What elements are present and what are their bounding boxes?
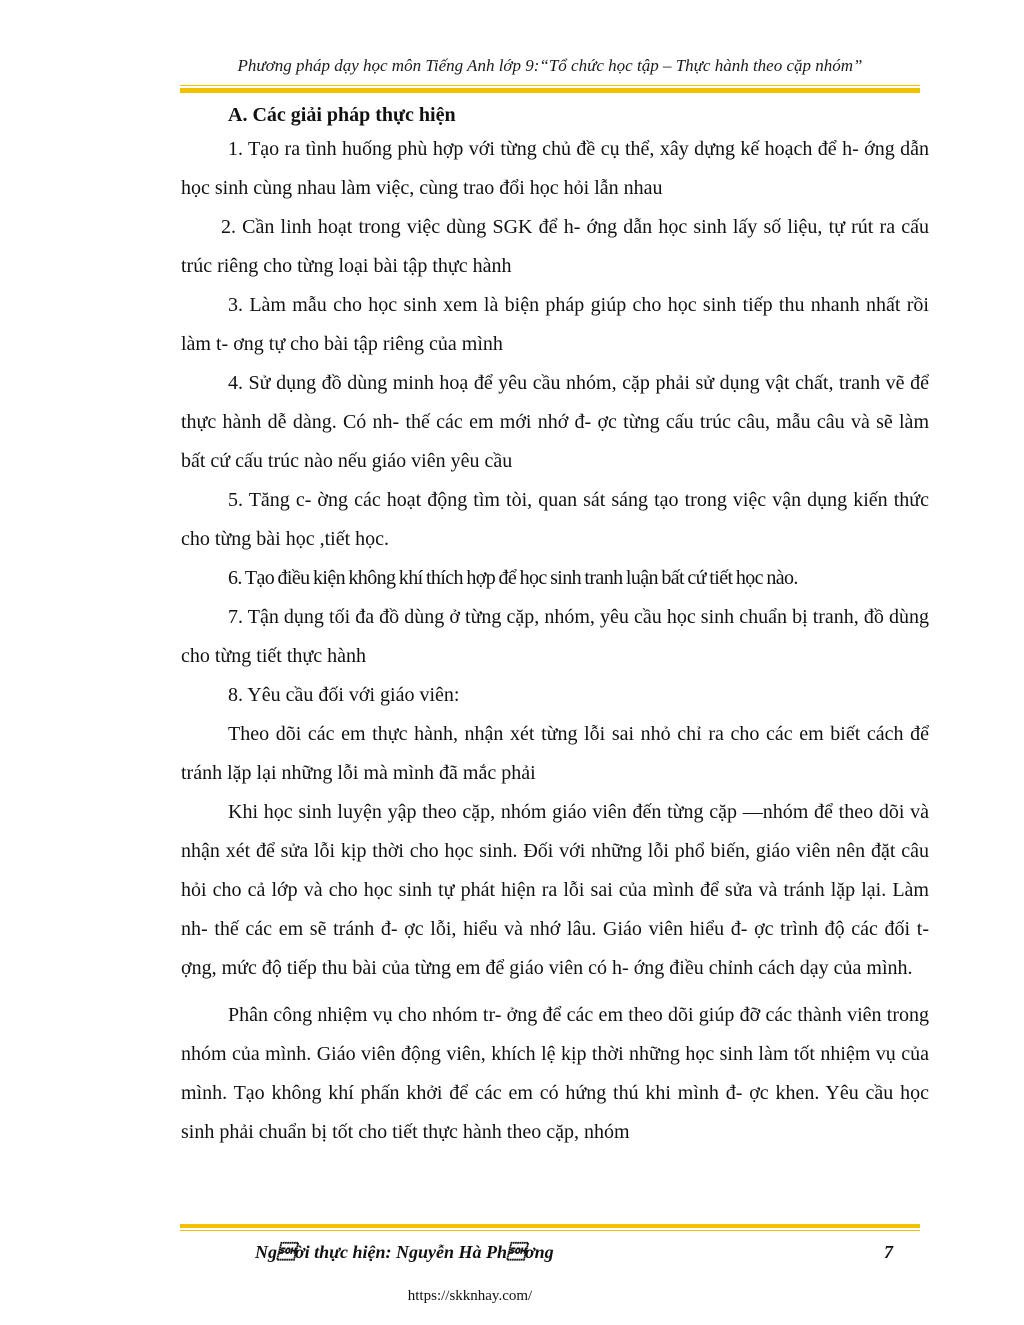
document-body <box>181 100 929 1152</box>
paragraph-solution-7: 7. Tận dụng tối đa đồ dùng ở từng cặp, nhóm, yêu cầu học sinh chuẩn bị tranh, đồ dùng cho từng tiết thực hành <box>181 606 929 667</box>
header-divider <box>180 88 920 93</box>
paragraph-solution-5: 5. Tăng c- ờng các hoạt động tìm tòi, quan sát sáng tạo trong việc vận dụng kiến thức cho từng bài học ,tiết học. <box>181 489 929 550</box>
footer-divider-thin <box>180 1230 920 1231</box>
section-heading: A. Các giải pháp thực hiện <box>228 104 456 126</box>
paragraph-solution-1: 1. Tạo ra tình huống phù hợp với từng chủ đề cụ thể, xây dựng kế hoạch để h- ớng dẫn học sinh cùng nhau làm việc, cùng trao đổi học hỏi lẫn nhau <box>181 138 929 199</box>
paragraph-solution-8: 8. Yêu cầu đối với giáo viên: <box>228 684 460 706</box>
paragraph-teacher-feedback: Theo dõi các em thực hành, nhận xét từng lỗi sai nhỏ chỉ ra cho các em biết cách để tránh lặp lại những lỗi mà mình đã mắc phải <box>181 723 929 784</box>
page-number: 7 <box>884 1242 893 1262</box>
paragraph-solution-4: 4. Sử dụng đồ dùng minh hoạ để yêu cầu nhóm, cặp phải sử dụng vật chất, tranh vẽ để thực hành dễ dàng. Có nh- thế các em mới nhớ đ- ợc từng cấu trúc câu, mẫu câu và sẽ làm bất cứ cấu trúc nào nếu giáo viên yêu cầu <box>181 372 929 472</box>
paragraph-pair-practice: Khi học sinh luyện yập theo cặp, nhóm giáo viên đến từng cặp —nhóm để theo dõi và nhận xét để sửa lỗi kịp thời cho học sinh. Đối với những lỗi phổ biến, giáo viên nên đặt câu hỏi cho cả lớp và cho học sinh tự phát hiện ra lỗi sai của mình để sửa và tránh lặp lại. Làm nh- thế các em sẽ tránh đ- ợc lỗi, hiểu và nhớ lâu. Giáo viên hiểu đ- ợc trình độ các đối t- ợng, mức độ tiếp thu bài của từng em để giáo viên có h- ớng điều chỉnh cách dạy của mình. <box>181 801 929 979</box>
running-header: Phương pháp dạy học môn Tiếng Anh lớp 9:“Tổ chức học tập – Thực hành theo cặp nhóm” <box>237 56 863 75</box>
footer-author: Ngời thực hiện: Nguyễn Hà Phơng <box>255 1242 554 1262</box>
source-url: https://skknhay.com/ <box>407 1288 533 1304</box>
paragraph-solution-6: 6. Tạo điều kiện không khí thích hợp để học sinh tranh luận bất cứ tiết học nào. <box>228 567 798 589</box>
paragraph-solution-2: 2. Cần linh hoạt trong việc dùng SGK để h- ớng dẫn học sinh lấy số liệu, tự rút ra cấu trúc riêng cho từng loại bài tập thực hành <box>181 216 929 277</box>
paragraph-group-leader: Phân công nhiệm vụ cho nhóm tr- ởng để các em theo dõi giúp đỡ các thành viên trong nhóm của mình. Giáo viên động viên, khích lệ kịp thời những học sinh làm tốt nhiệm vụ của mình. Tạo không khí phấn khởi để các em có hứng thú khi mình đ- ợc khen. Yêu cầu học sinh phải chuẩn bị tốt cho tiết thực hành theo cặp, nhóm <box>181 1004 929 1143</box>
footer-divider <box>180 1224 920 1228</box>
header-divider-thin <box>180 85 920 86</box>
paragraph-solution-3: 3. Làm mẫu cho học sinh xem là biện pháp giúp cho học sinh tiếp thu nhanh nhất rồi làm t- ơng tự cho bài tập riêng của mình <box>181 294 929 355</box>
